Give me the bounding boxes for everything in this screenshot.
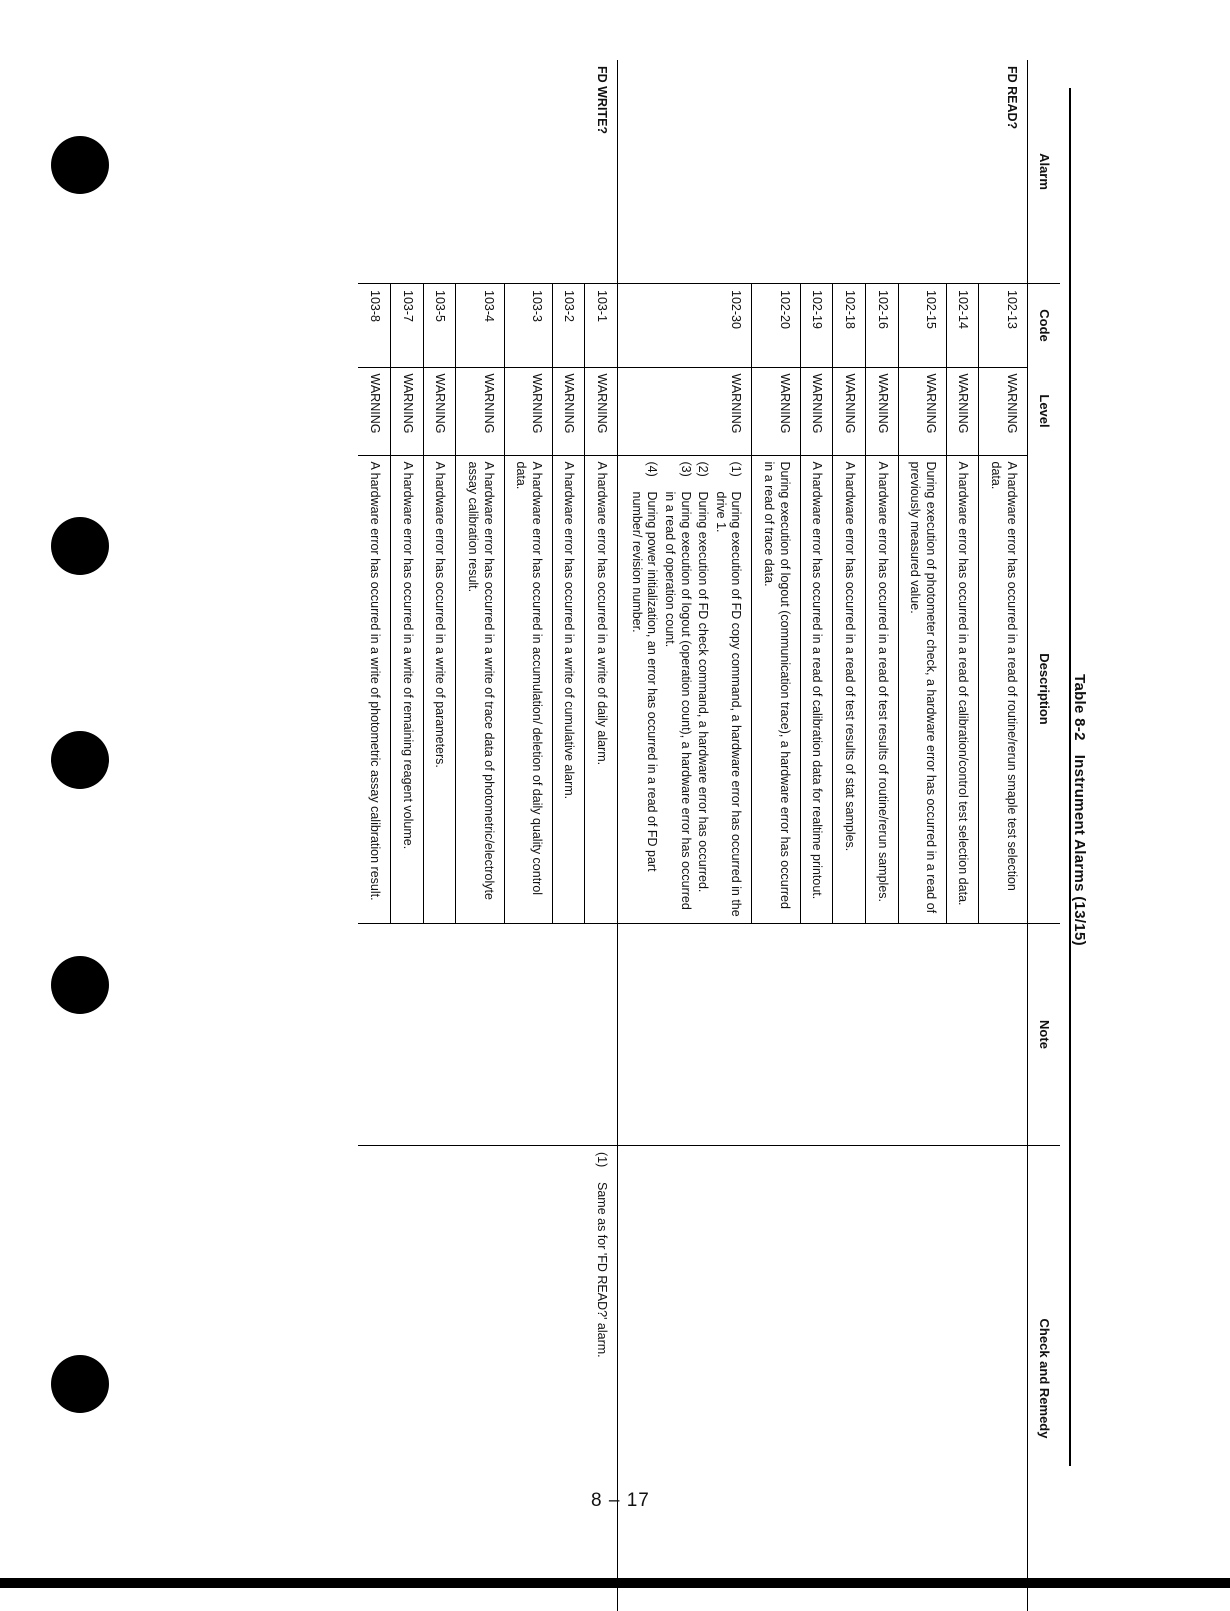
code-cell: 103-2 <box>552 284 585 368</box>
code-cell: 102-30 <box>618 284 752 368</box>
level-cell: WARNING <box>585 367 618 455</box>
check-number: (1) <box>594 1152 610 1182</box>
code-cell: 103-4 <box>456 284 504 368</box>
level-cell: WARNING <box>456 367 504 455</box>
alarm-fd-write: FD WRITE? <box>359 60 618 284</box>
code-cell: 102-15 <box>898 284 946 368</box>
code-cell: 103-3 <box>504 284 552 368</box>
code-cell: 102-16 <box>866 284 899 368</box>
step-text: During execution of FD copy command, a hardware error has occurred in the drive 1. <box>712 492 743 918</box>
step-number: (2) <box>695 462 711 492</box>
header-note: Note <box>1027 924 1060 1146</box>
level-cell: WARNING <box>898 367 946 455</box>
check-text: Same as for 'FD READ?' alarm. <box>595 1182 609 1358</box>
code-cell: 103-1 <box>585 284 618 368</box>
description-cell: A hardware error has occurred in a write of trace data of photometric/electrolyte assay calibration result. <box>456 455 504 924</box>
level-cell: WARNING <box>833 367 866 455</box>
code-cell: 102-13 <box>979 284 1027 368</box>
level-cell: WARNING <box>359 367 391 455</box>
header-check: Check and Remedy <box>1027 1146 1060 1611</box>
level-cell: WARNING <box>752 367 800 455</box>
step-number: (1) <box>712 462 743 492</box>
table-caption: Instrument Alarms (13/15) <box>1072 755 1089 946</box>
note-cell <box>618 924 1028 1146</box>
description-cell: A hardware error has occurred in a write of remaining reagent volume. <box>391 455 424 924</box>
table-title <box>1060 60 1100 1560</box>
table-header-row <box>1027 60 1060 1611</box>
note-cell <box>359 924 618 1146</box>
step-text: During execution of FD check command, a hardware error has occurred. <box>695 492 711 893</box>
header-level: Level <box>1027 367 1060 455</box>
alarm-fd-read: FD READ? <box>618 60 1028 284</box>
step-item <box>695 462 711 918</box>
check-cell <box>359 1146 618 1611</box>
code-cell: 103-5 <box>423 284 456 368</box>
level-cell: WARNING <box>552 367 585 455</box>
level-cell: WARNING <box>504 367 552 455</box>
description-cell: A hardware error has occurred in accumulation/ deletion of daily quality control data. <box>504 455 552 924</box>
scan-bottom-edge <box>0 1578 1230 1588</box>
table-row <box>585 60 618 1611</box>
code-cell: 102-18 <box>833 284 866 368</box>
step-number: (4) <box>628 462 659 492</box>
description-cell: A hardware error has occurred in a read of test results of routine/rerun samples. <box>866 455 899 924</box>
code-cell: 102-20 <box>752 284 800 368</box>
level-cell: WARNING <box>866 367 899 455</box>
description-cell: A hardware error has occurred in a read of calibration/control test selection data. <box>946 455 979 924</box>
code-cell: 103-7 <box>391 284 424 368</box>
table-row <box>979 60 1027 1611</box>
rotated-table-area <box>180 60 1100 1560</box>
step-text: During execution of logout (operation count), a hardware error has occurred in a read of operation count. <box>661 492 692 918</box>
level-cell: WARNING <box>800 367 833 455</box>
alarms-table <box>359 60 1061 1611</box>
level-cell: WARNING <box>423 367 456 455</box>
description-cell: A hardware error has occurred in a read of test results of stat samples. <box>833 455 866 924</box>
header-code: Code <box>1027 284 1060 368</box>
description-cell: A hardware error has occurred in a write of cumulative alarm. <box>552 455 585 924</box>
step-item <box>628 462 659 918</box>
page-number: 8 – 17 <box>591 1490 650 1512</box>
level-cell: WARNING <box>946 367 979 455</box>
table-number: Table 8-2 <box>1072 674 1089 741</box>
header-alarm: Alarm <box>1027 60 1060 284</box>
description-cell: A hardware error has occurred in a read of routine/rerun smaple test selection data. <box>979 455 1027 924</box>
code-cell: 103-8 <box>359 284 391 368</box>
code-cell: 102-19 <box>800 284 833 368</box>
description-cell: A hardware error has occurred in a write of parameters. <box>423 455 456 924</box>
level-cell: WARNING <box>391 367 424 455</box>
level-cell: WARNING <box>618 367 752 455</box>
step-number: (3) <box>661 462 692 492</box>
step-item <box>661 462 692 918</box>
description-cell: A hardware error has occurred in a write of daily alarm. <box>585 455 618 924</box>
description-cell: A hardware error has occurred in a read of calibration data for realtime printout. <box>800 455 833 924</box>
header-description: Description <box>1027 455 1060 924</box>
description-cell: During execution of logout (communication trace), a hardware error has occurred in a read of trace data. <box>752 455 800 924</box>
description-cell: During execution of photometer check, a hardware error has occurred in a read of previously measured value. <box>898 455 946 924</box>
description-steps <box>628 462 743 918</box>
step-item <box>712 462 743 918</box>
step-text: During power initialization, an error has occurred in a read of FD part number/ revision number. <box>628 492 659 918</box>
description-cell <box>618 455 752 924</box>
code-cell: 102-14 <box>946 284 979 368</box>
description-cell: A hardware error has occurred in a write of photometric assay calibration result. <box>359 455 391 924</box>
check-cell <box>618 1146 1028 1611</box>
level-cell: WARNING <box>979 367 1027 455</box>
